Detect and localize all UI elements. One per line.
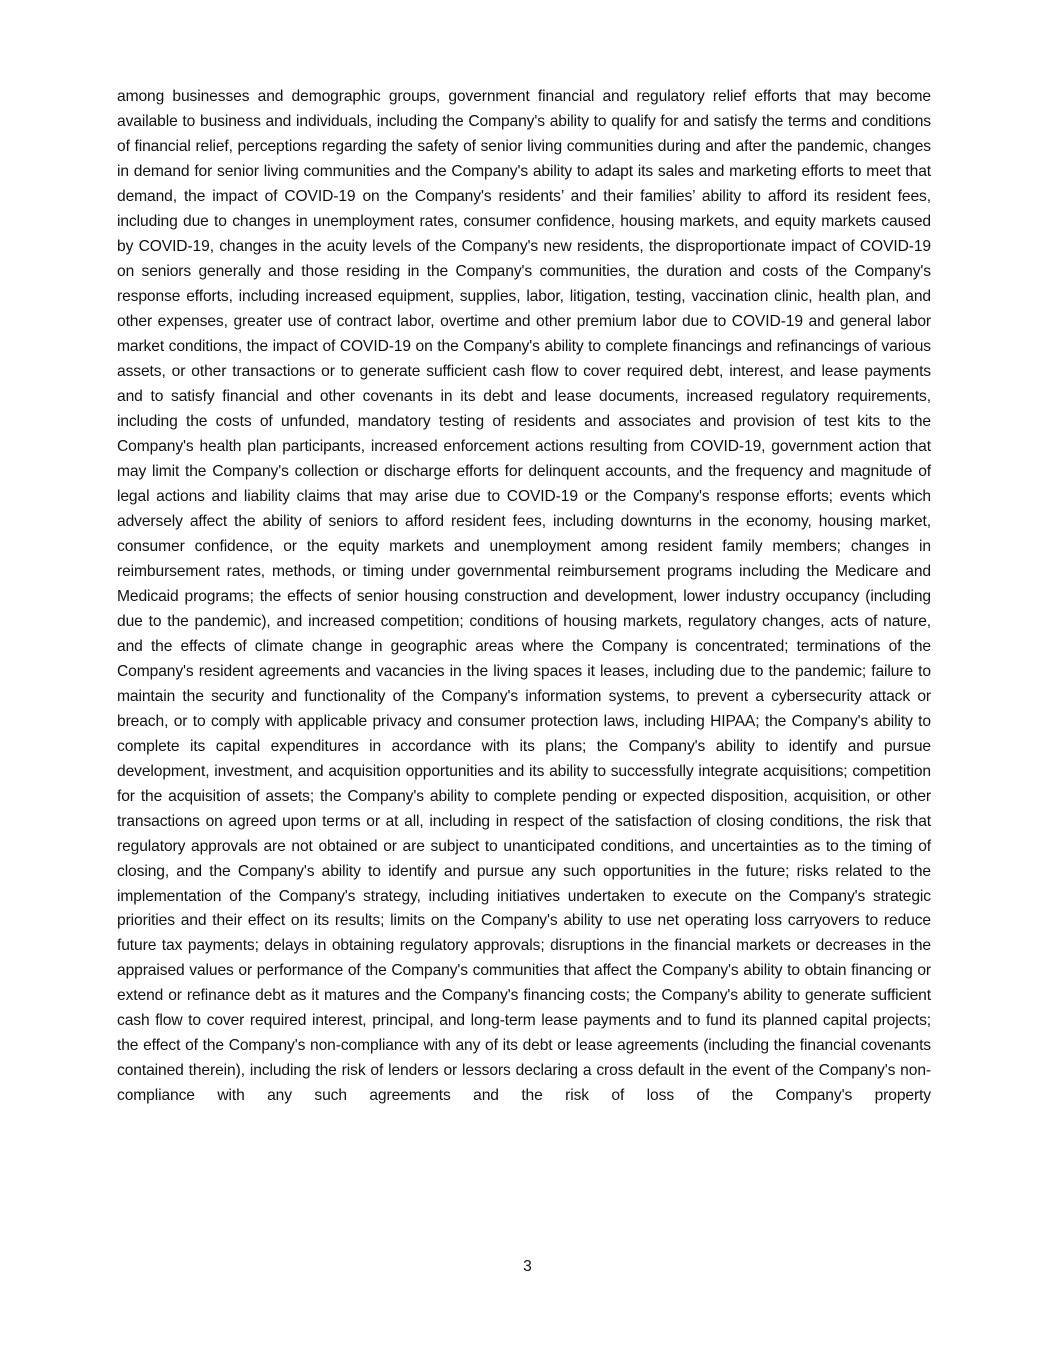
page-number: 3 xyxy=(523,1258,532,1275)
body-paragraph: among businesses and demographic groups, government financial and regulatory relief efforts that may become available to business and individuals, including the Company's ability to qualify for and satisfy the terms and conditions of financial relief, perceptions regarding the safety of senior living communities during and after the pandemic, changes in demand for senior living communities and the Company's ability to adapt its sales and marketing efforts to meet that demand, the impact of COVID-19 on the Company's residents’ and their families’ ability to afford its resident fees, including due to changes in unemployment rates, consumer confidence, housing markets, and equity markets caused by COVID-19, changes in the acuity levels of the Company's new residents, the disproportionate impact of COVID-19 on seniors generally and those residing in the Company's communities, the duration and costs of the Company's response efforts, including increased equipment, supplies, labor, litigation, testing, vaccination clinic, health plan, and other expenses, greater use of contract labor, overtime and other premium labor due to COVID-19 and general labor market conditions, the impact of COVID-19 on the Company's ability to complete financings and refinancings of various assets, or other transactions or to generate sufficient cash flow to cover required debt, interest, and lease payments and to satisfy financial and other covenants in its debt and lease documents, increased regulatory requirements, including the costs of unfunded, mandatory testing of residents and associates and provision of test kits to the Company's health plan participants, increased enforcement actions resulting from COVID-19, government action that may limit the Company's collection or discharge efforts for delinquent accounts, and the frequency and magnitude of legal actions and liability claims that may arise due to COVID-19 or the Company's response efforts; events which adversely affect the ability of seniors to afford resident fees, including downturns in the economy, housing market, consumer confidence, or the equity markets and unemployment among resident family members; changes in reimbursement rates, methods, or timing under governmental reimbursement programs including the Medicare and Medicaid programs; the effects of senior housing construction and development, lower industry occupancy (including due to the pandemic), and increased competition; conditions of housing markets, regulatory changes, acts of nature, and the effects of climate change in geographic areas where the Company is concentrated; terminations of the Company's resident agreements and vacancies in the living spaces it leases, including due to the pandemic; failure to maintain the security and functionality of the Company's information systems, to prevent a cybersecurity attack or breach, or to comply with applicable privacy and consumer protection laws, including HIPAA; the Company's ability to complete its capital expenditures in accordance with its plans; the Company's ability to identify and pursue development, investment, and acquisition opportunities and its ability to successfully integrate acquisitions; competition for the acquisition of assets; the Company's ability to complete pending or expected disposition, acquisition, or other transactions on agreed upon terms or at all, including in respect of the satisfaction of closing conditions, the risk that regulatory approvals are not obtained or are subject to unanticipated conditions, and uncertainties as to the timing of closing, and the Company's ability to identify and pursue any such opportunities in the future; risks related to the implementation of the Company's strategy, including initiatives undertaken to execute on the Company's strategic priorities and their effect on its results; limits on the Company's ability to use net operating loss carryovers to reduce future tax payments; delays in obtaining regulatory approvals; disruptions in the financial markets or decreases in the appraised values or performance of the Company's communities that affect the Company's ability to obtain financing or extend or refinance debt as it matures and the Company's financing costs; the Company's ability to generate sufficient cash flow to cover required interest, principal, and long-term lease payments and to fund its planned capital projects; the effect of the Company's non-compliance with any of its debt or lease agreements (including the financial covenants contained therein), including the risk of lenders or lessors declaring a cross default in the event of the Company's non-compliance with any such agreements and the risk of loss of the Company's property xyxy=(117,88,931,1105)
